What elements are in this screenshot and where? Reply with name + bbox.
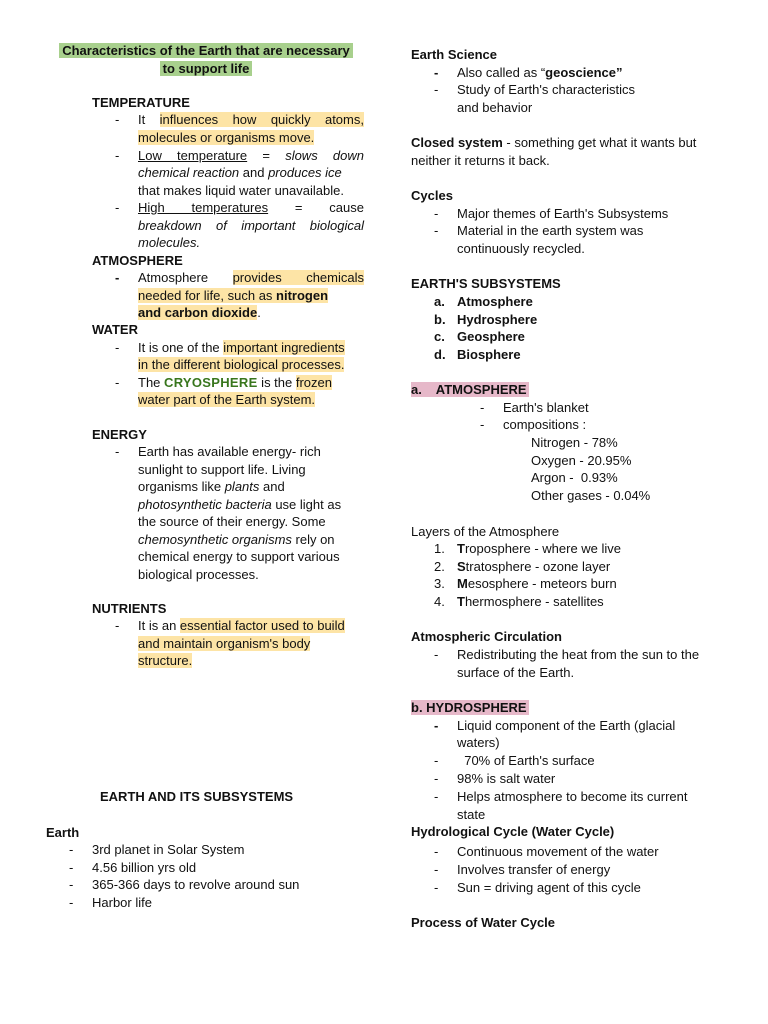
circulation-line1: Redistributing the heat from the sun to the xyxy=(457,647,700,662)
temperature-b2-line2: chemical reaction and produces ice xyxy=(138,165,342,180)
earth-science-heading: Earth Science xyxy=(411,47,497,62)
temperature-b1-line1: It influences how quickly atoms, xyxy=(138,112,364,127)
layer-item-2: Stratosphere - ozone layer xyxy=(457,559,611,574)
bullet-dash: - xyxy=(434,789,439,804)
earth-item-4: Harbor life xyxy=(92,895,152,910)
atmosphere-b1-line2: needed for life, such as nitrogen xyxy=(138,288,329,303)
atmosphere-heading: ATMOSPHERE xyxy=(92,253,183,268)
water-b1-line1: It is one of the important ingredients xyxy=(138,340,345,355)
bullet-dash: - xyxy=(434,880,439,895)
hydro-cycle-heading: Hydrological Cycle (Water Cycle) xyxy=(411,824,615,839)
bullet-dash: - xyxy=(434,65,439,80)
bullet-dash: - xyxy=(115,340,120,355)
earth-science-b2-line2: and behavior xyxy=(457,100,533,115)
cycles-heading: Cycles xyxy=(411,188,453,203)
bullet-dash: - xyxy=(434,647,439,662)
subsystem-item-d: Biosphere xyxy=(457,347,521,362)
bullet-dash: - xyxy=(115,375,120,390)
composition-argon: Argon - 0.93% xyxy=(531,470,618,485)
water-b1-line2: in the different biological processes. xyxy=(138,357,345,372)
layer-item-1: Troposphere - where we live xyxy=(457,541,622,556)
nutrients-heading: NUTRIENTS xyxy=(92,601,167,616)
bullet-dash: - xyxy=(434,223,439,238)
bullet-dash: - xyxy=(480,417,485,432)
bullet-dash: - xyxy=(115,444,120,459)
temperature-b2-line1: Low temperature = slows down xyxy=(138,148,364,163)
energy-line7: chemical energy to support various xyxy=(138,549,340,564)
hydro-cycle-item-1: Continuous movement of the water xyxy=(457,844,659,859)
earth-item-1: 3rd planet in Solar System xyxy=(92,842,245,857)
closed-system-line2: neither it returns it back. xyxy=(411,153,550,168)
cycles-b1: Major themes of Earth's Subsystems xyxy=(457,206,669,221)
earth-item-3: 365-366 days to revolve around sun xyxy=(92,877,300,892)
bullet-dash: - xyxy=(69,895,74,910)
temperature-b3-line1: High temperatures = cause xyxy=(138,200,364,215)
doc-title-2 xyxy=(46,60,366,78)
layer-num-2: 2. xyxy=(434,559,445,574)
composition-nitrogen: Nitrogen - 78% xyxy=(531,435,618,450)
hydrosphere-b1-line1: Liquid component of the Earth (glacial xyxy=(457,718,676,733)
nutrients-line3: structure. xyxy=(138,653,193,668)
earth-science-b1: Also called as “geoscience” xyxy=(457,65,623,80)
doc-title xyxy=(46,42,366,60)
bullet-dash: - xyxy=(434,771,439,786)
atmosphere-b1-line1: Atmosphere provides chemicals xyxy=(138,270,364,285)
hydro-cycle-item-2: Involves transfer of energy xyxy=(457,862,611,877)
subsystem-item-c: Geosphere xyxy=(457,329,525,344)
bullet-dash: - xyxy=(115,112,120,127)
earth-item-2: 4.56 billion yrs old xyxy=(92,860,197,875)
temperature-heading: TEMPERATURE xyxy=(92,95,190,110)
subsystem-item-a: Atmosphere xyxy=(457,294,533,309)
bullet-dash: - xyxy=(434,82,439,97)
bullet-dash: - xyxy=(69,877,74,892)
bullet-dash: - xyxy=(69,842,74,857)
water-b2-line2: water part of the Earth system. xyxy=(138,392,316,407)
atmosphere-b1-line3: and carbon dioxide. xyxy=(138,305,261,320)
hydrosphere-heading: b. HYDROSPHERE xyxy=(411,700,527,715)
bullet-dash: - xyxy=(434,206,439,221)
energy-line6: chemosynthetic organisms rely on xyxy=(138,532,335,547)
subsystems-title: EARTH AND ITS SUBSYSTEMS xyxy=(100,789,294,804)
atmosphere-b2: compositions : xyxy=(503,417,587,432)
temperature-b3-line2: breakdown of important biological xyxy=(138,218,364,233)
water-heading: WATER xyxy=(92,322,138,337)
energy-line2: sunlight to support life. Living xyxy=(138,462,306,477)
nutrients-line2: and maintain organism's body xyxy=(138,636,311,651)
earth-heading: Earth xyxy=(46,825,80,840)
circulation-heading: Atmospheric Circulation xyxy=(411,629,562,644)
composition-other: Other gases - 0.04% xyxy=(531,488,651,503)
cycles-b2-line2: continuously recycled. xyxy=(457,241,585,256)
layers-heading: Layers of the Atmosphere xyxy=(411,524,560,539)
bullet-dash: - xyxy=(115,618,120,633)
layer-item-4: Thermosphere - satellites xyxy=(457,594,604,609)
circulation-line2: surface of the Earth. xyxy=(457,665,575,680)
bullet-dash: - xyxy=(434,753,439,768)
subsystem-letter-c: c. xyxy=(434,329,445,344)
hydrosphere-b4-line2: state xyxy=(457,807,486,822)
atmosphere-b1: Earth's blanket xyxy=(503,400,589,415)
temperature-b2-line3: that makes liquid water unavailable. xyxy=(138,183,344,198)
hydrosphere-b2: 70% of Earth's surface xyxy=(457,753,595,768)
composition-oxygen: Oxygen - 20.95% xyxy=(531,453,632,468)
atmosphere-section-heading: a. ATMOSPHERE xyxy=(411,382,527,397)
layer-num-4: 4. xyxy=(434,594,445,609)
doc-title-line2: to support life xyxy=(160,61,253,76)
water-b2-line1: The CRYOSPHERE is the frozen xyxy=(138,375,332,390)
energy-line8: biological processes. xyxy=(138,567,259,582)
earth-science-b2-line1: Study of Earth's characteristics xyxy=(457,82,636,97)
energy-heading: ENERGY xyxy=(92,427,147,442)
energy-line4: photosynthetic bacteria use light as xyxy=(138,497,342,512)
bullet-dash: - xyxy=(434,862,439,877)
bullet-dash: - xyxy=(115,148,120,163)
hydrosphere-b1-line2: waters) xyxy=(457,735,500,750)
doc-title-line1: Characteristics of the Earth that are necessary xyxy=(59,43,353,58)
process-heading: Process of Water Cycle xyxy=(411,915,556,930)
bullet-dash: - xyxy=(69,860,74,875)
subsystem-letter-b: b. xyxy=(434,312,446,327)
nutrients-line1: It is an essential factor used to build xyxy=(138,618,345,633)
hydro-cycle-item-3: Sun = driving agent of this cycle xyxy=(457,880,641,895)
bullet-dash: - xyxy=(434,844,439,859)
earths-subsystems-heading: EARTH'S SUBSYSTEMS xyxy=(411,276,561,291)
hydrosphere-b4-line1: Helps atmosphere to become its current xyxy=(457,789,688,804)
bullet-dash: - xyxy=(480,400,485,415)
closed-system-line1: Closed system - something get what it wants but xyxy=(411,135,697,150)
bullet-dash: - xyxy=(115,200,120,215)
hydrosphere-b3: 98% is salt water xyxy=(457,771,556,786)
temperature-b3-line3: molecules. xyxy=(138,235,201,250)
subsystem-letter-a: a. xyxy=(434,294,445,309)
layer-item-3: Mesosphere - meteors burn xyxy=(457,576,617,591)
layer-num-3: 3. xyxy=(434,576,445,591)
energy-line3: organisms like plants and xyxy=(138,479,285,494)
cycles-b2-line1: Material in the earth system was xyxy=(457,223,644,238)
subsystem-item-b: Hydrosphere xyxy=(457,312,538,327)
energy-line1: Earth has available energy- rich xyxy=(138,444,321,459)
temperature-b1-line2: molecules or organisms move. xyxy=(138,130,315,145)
energy-line5: the source of their energy. Some xyxy=(138,514,326,529)
bullet-dash: - xyxy=(434,718,439,733)
subsystem-letter-d: d. xyxy=(434,347,446,362)
bullet-dash: - xyxy=(115,270,120,285)
layer-num-1: 1. xyxy=(434,541,445,556)
